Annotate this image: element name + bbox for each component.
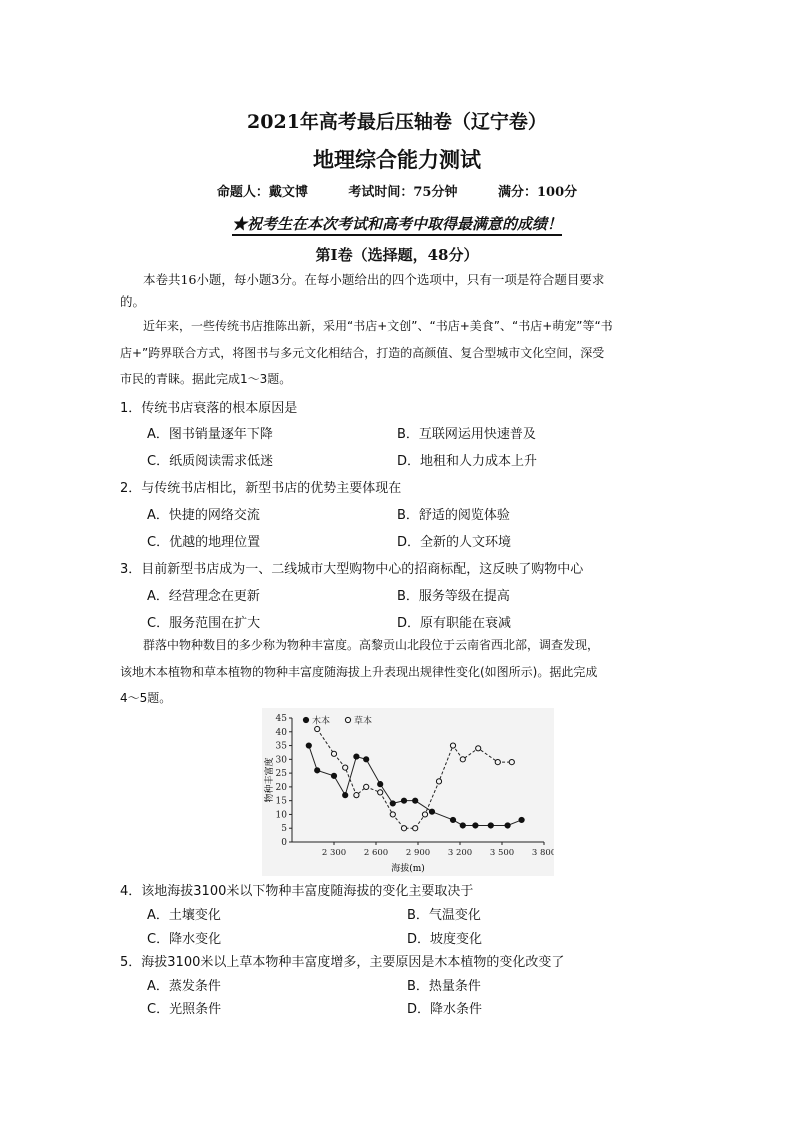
- series-line-woody: [309, 746, 522, 826]
- woody-point: [378, 782, 383, 787]
- x-tick-label: 3 500: [489, 848, 515, 858]
- herb-point: [476, 746, 481, 751]
- material2-line2: 该地木本植物和草本植物的物种丰富度随海拔上升表现出规律性变化(如图所示)。据此完成: [120, 665, 598, 679]
- question-1-stem: 1．传统书店衰落的根本原因是: [120, 401, 298, 416]
- herb-point: [364, 784, 369, 789]
- herb-point: [315, 726, 320, 731]
- herb-point: [450, 743, 455, 748]
- exam-time: 考试时间：75分钟: [348, 185, 458, 200]
- question-2-option-a[interactable]: A．快捷的网络交流: [147, 508, 260, 523]
- woody-point: [390, 801, 395, 806]
- woody-point: [519, 817, 524, 822]
- material2-line1: 群落中物种数目的多少称为物种丰富度。高黎贡山北段位于云南省西北部，调查发现，: [143, 638, 600, 652]
- woody-point: [315, 768, 320, 773]
- x-tick-label: 2 300: [321, 848, 347, 858]
- question-5-stem: 5．海拔3100米以上草本物种丰富度增多，主要原因是木本植物的变化改变了: [120, 955, 565, 970]
- y-tick-label: 40: [275, 727, 287, 738]
- woody-point: [364, 757, 369, 762]
- herb-point: [509, 759, 514, 764]
- y-tick-label: 10: [275, 810, 287, 821]
- chart-legend: [303, 715, 372, 727]
- herb-point: [413, 826, 418, 831]
- chart-svg: [262, 708, 554, 876]
- question-3-option-c[interactable]: C．服务范围在扩大: [147, 616, 261, 631]
- y-tick-label: 5: [281, 824, 287, 835]
- exam-meta: [0, 181, 794, 200]
- instructions-line2: 的。: [120, 294, 146, 309]
- question-2-option-d[interactable]: D．全新的人文环境: [397, 535, 512, 550]
- question-4-option-d[interactable]: D．坡度变化: [407, 932, 483, 947]
- x-tick-label: 2 900: [405, 848, 431, 858]
- herb-point: [436, 779, 441, 784]
- question-2-option-c[interactable]: C．优越的地理位置: [147, 535, 261, 550]
- legend-marker-woody: [303, 717, 308, 722]
- woody-point: [306, 743, 311, 748]
- woody-point: [460, 823, 465, 828]
- question-4-option-b[interactable]: B．气温变化: [407, 908, 481, 923]
- herb-point: [460, 757, 465, 762]
- herb-point: [354, 793, 359, 798]
- x-tick-label: 3 200: [447, 848, 473, 858]
- question-2-option-b[interactable]: B．舒适的阅览体验: [397, 508, 510, 523]
- material2-line3: 4～5题。: [120, 691, 172, 705]
- question-5-option-c[interactable]: C．光照条件: [147, 1002, 222, 1017]
- y-tick-label: 0: [281, 838, 287, 848]
- y-tick-label: 20: [275, 782, 287, 793]
- question-1-option-d[interactable]: D．地租和人力成本上升: [397, 454, 538, 469]
- woody-point: [429, 809, 434, 814]
- x-tick-label: 3 800: [531, 848, 554, 858]
- chart-y-axis-label: 物种丰富度: [265, 757, 275, 803]
- chart-axes: [276, 714, 554, 858]
- motto: [0, 213, 794, 234]
- chart-x-axis-label: 海拔(m): [391, 864, 425, 874]
- x-tick-label: 2 600: [363, 848, 389, 858]
- woody-point: [488, 823, 493, 828]
- y-tick-label: 30: [275, 755, 287, 766]
- y-tick-label: 35: [275, 741, 287, 752]
- question-2-stem: 2．与传统书店相比，新型书店的优势主要体现在: [120, 481, 402, 496]
- woody-point: [450, 817, 455, 822]
- woody-point: [354, 754, 359, 759]
- y-tick-label: 45: [275, 714, 287, 724]
- y-tick-label: 25: [275, 769, 287, 780]
- exam-subtitle: 地理综合能力测试: [313, 147, 481, 172]
- material1-line2: 店+”跨界联合方式，将图书与多元文化相结合，打造的高颜值、复合型城市文化空间，深受: [120, 346, 605, 360]
- section-title: 第Ⅰ卷（选择题，48分）: [315, 246, 479, 264]
- woody-point: [473, 823, 478, 828]
- motto-text: ★祝考生在本次考试和高考中取得最满意的成绩！: [232, 215, 562, 236]
- question-1-option-a[interactable]: A．图书销量逐年下降: [147, 427, 273, 442]
- herb-point: [343, 765, 348, 770]
- legend-label-herb: 草本: [354, 716, 373, 727]
- question-5-option-d[interactable]: D．降水条件: [407, 1002, 483, 1017]
- question-3-option-a[interactable]: A．经营理念在更新: [147, 589, 260, 604]
- question-4-stem: 4．该地海拔3100米以下物种丰富度随海拔的变化主要取决于: [120, 884, 474, 899]
- question-4-option-a[interactable]: A．土壤变化: [147, 908, 221, 923]
- woody-point: [413, 798, 418, 803]
- herb-point: [495, 759, 500, 764]
- herb-point: [390, 812, 395, 817]
- material1-line3: 市民的青睐。据此完成1～3题。: [120, 372, 292, 386]
- exam-title: 2021年高考最后压轴卷（辽宁卷）: [247, 111, 547, 133]
- exam-score: 满分：100分: [498, 185, 578, 200]
- herb-point: [331, 751, 336, 756]
- woody-point: [343, 793, 348, 798]
- herb-point: [401, 826, 406, 831]
- woody-point: [331, 773, 336, 778]
- y-tick-label: 15: [275, 796, 287, 807]
- question-3-stem: 3．目前新型书店成为一、二线城市大型购物中心的招商标配，这反映了购物中心: [120, 562, 584, 577]
- chart-series: [306, 726, 524, 830]
- question-4-option-c[interactable]: C．降水变化: [147, 932, 222, 947]
- material1-line1: 近年来，一些传统书店推陈出新，采用“书店+文创”、“书店+美食”、“书店+萌宠”等“书: [143, 319, 613, 333]
- exam-author: 命题人：戴文博: [216, 185, 308, 200]
- question-3-option-b[interactable]: B．服务等级在提高: [397, 589, 510, 604]
- woody-point: [505, 823, 510, 828]
- species-richness-chart: [262, 708, 554, 876]
- series-line-herb: [317, 729, 512, 828]
- question-1-option-c[interactable]: C．纸质阅读需求低迷: [147, 454, 274, 469]
- legend-marker-herb: [345, 717, 350, 722]
- question-5-option-a[interactable]: A．蒸发条件: [147, 979, 221, 994]
- question-5-option-b[interactable]: B．热量条件: [407, 979, 481, 994]
- woody-point: [401, 798, 406, 803]
- legend-label-woody: 木本: [312, 716, 331, 727]
- instructions-line1: 本卷共16小题，每小题3分。在每小题给出的四个选项中，只有一项是符合题目要求: [143, 272, 605, 287]
- herb-point: [422, 812, 427, 817]
- herb-point: [378, 790, 383, 795]
- question-1-option-b[interactable]: B．互联网运用快速普及: [397, 427, 536, 442]
- question-3-option-d[interactable]: D．原有职能在衰减: [397, 616, 512, 631]
